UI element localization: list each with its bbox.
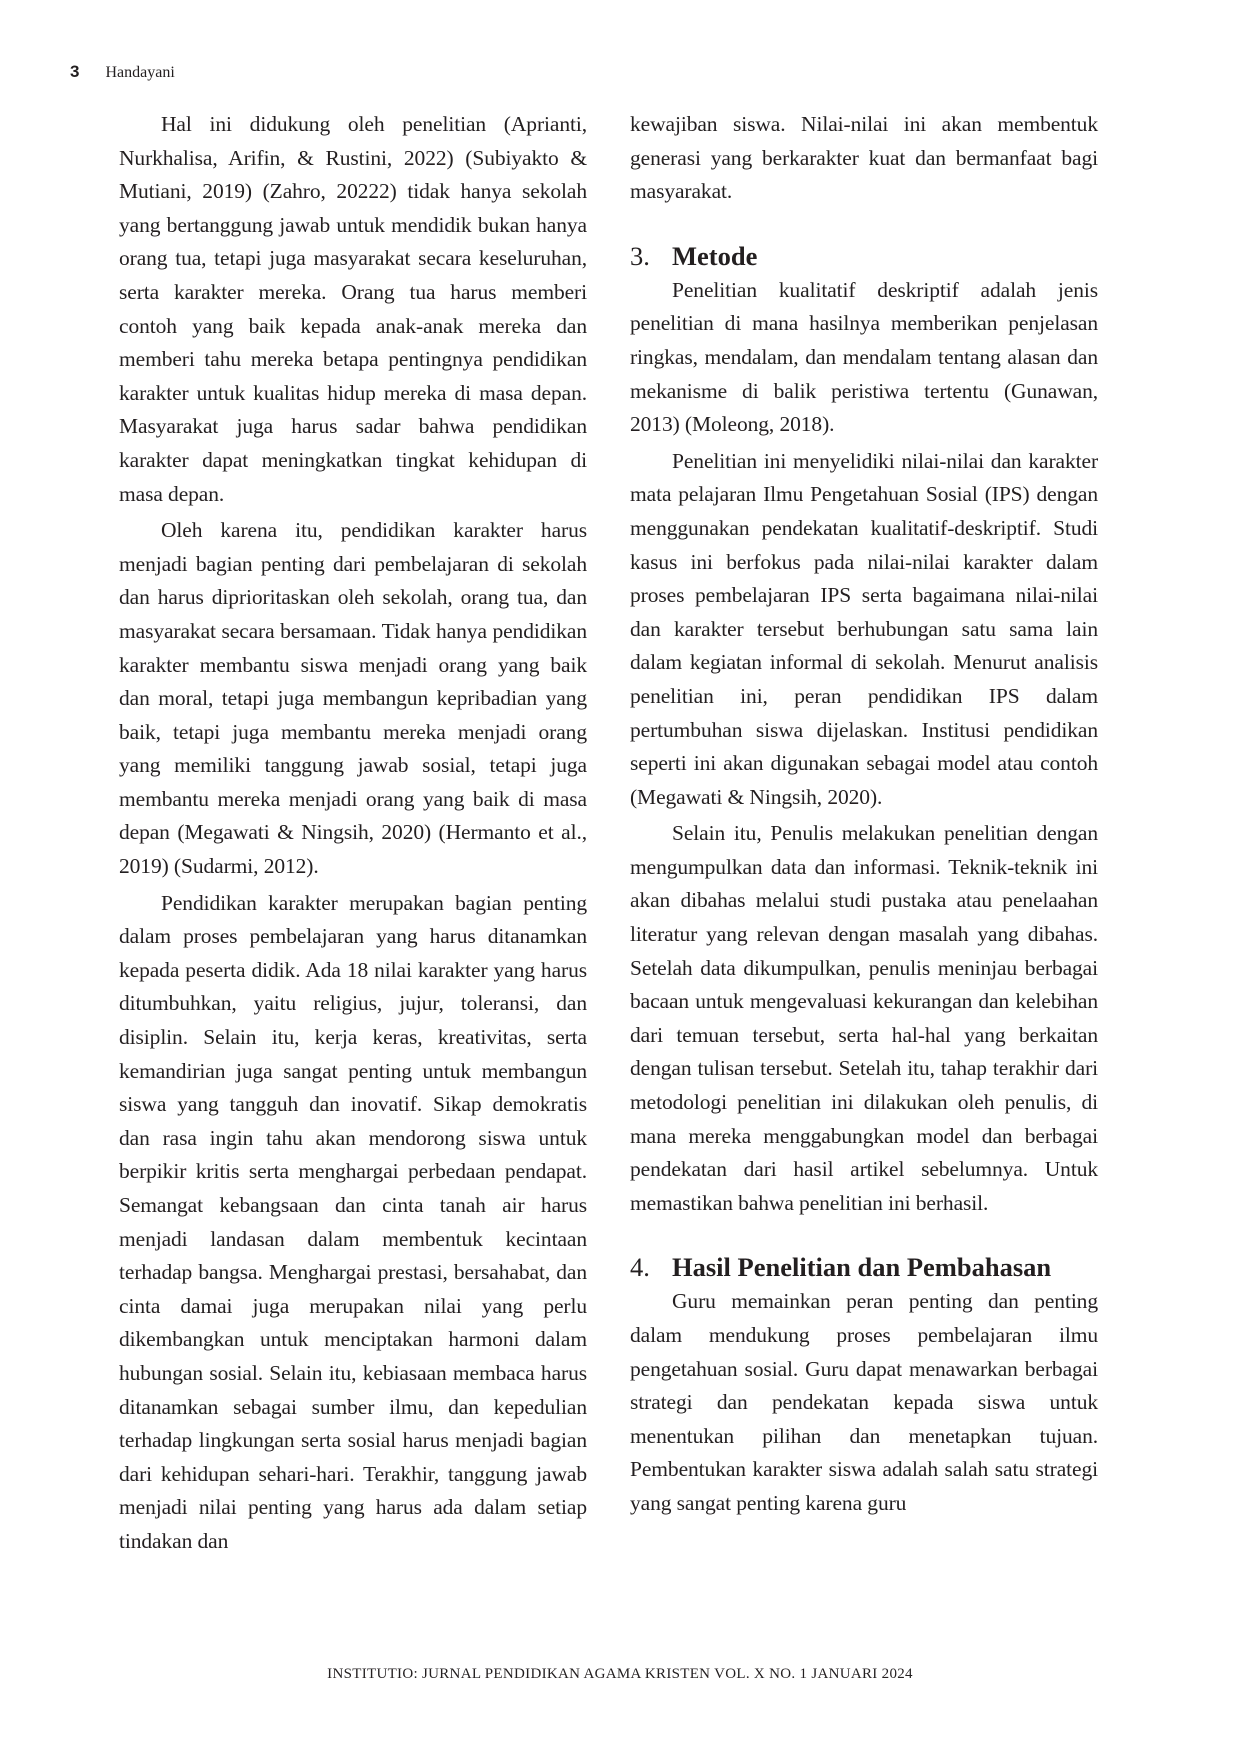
section-number: 3. — [630, 240, 650, 271]
section-title: Metode — [672, 240, 758, 271]
body-paragraph: Guru memainkan peran penting dan penting dalam mendukung proses pembelajaran ilmu pengetahuan sosial. Guru dapat menawarkan berbagai strategi dan pendekatan kepada siswa untuk menentukan pilihan dan menetapkan tujuan. Pembentukan karakter siswa adalah salah satu strategi yang sangat penting karena guru — [630, 1289, 1098, 1515]
section-number: 4. — [630, 1252, 650, 1283]
left-column — [119, 108, 587, 1559]
body-paragraph: Penelitian kualitatif deskriptif adalah jenis penelitian di mana hasilnya memberikan penjelasan ringkas, mendalam, dan mendalam tentang alasan dan mekanisme di balik peristiwa tertentu (Gunawan, 2013) (Moleong, 2018). — [630, 277, 1098, 437]
running-head — [70, 62, 175, 86]
right-column — [630, 108, 1098, 1521]
body-paragraph: Hal ini didukung oleh penelitian (Aprianti, Nurkhalisa, Arifin, & Rustini, 2022) (Subiyakto & Mutiani, 2019) (Zahro, 20222) tidak hanya sekolah yang bertanggung jawab untuk mendidik bukan hanya orang tua, tetapi juga masyarakat secara keseluruhan, serta karakter mereka. Orang tua harus memberi contoh yang baik kepada anak-anak mereka dan memberi tahu mereka betapa pentingnya pendidikan karakter untuk kualitas hidup mereka di masa depan. Masyarakat juga harus sadar bahwa pendidikan karakter dapat meningkatkan tingkat kehidupan di masa depan. — [119, 112, 587, 506]
body-paragraph: Oleh karena itu, pendidikan karakter harus menjadi bagian penting dari pembelajaran di sekolah dan harus diprioritaskan oleh sekolah, orang tua, dan masyarakat secara bersamaan. Tidak hanya pendidikan karakter membantu siswa menjadi orang yang baik dan moral, tetapi juga membangun kepribadian yang baik, tetapi juga membantu mereka menjadi orang yang memiliki tanggung jawab sosial, tetapi juga membantu mereka menjadi orang yang baik di masa depan (Megawati & Ningsih, 2020) (Hermanto et al., 2019) (Sudarmi, 2012). — [119, 518, 587, 879]
continued-paragraph: kewajiban siswa. Nilai-nilai ini akan membentuk generasi yang berkarakter kuat dan bermanfaat bagi masyarakat. — [630, 112, 1098, 204]
running-head-author: Handayani — [105, 64, 175, 81]
body-paragraph: Penelitian ini menyelidiki nilai-nilai dan karakter mata pelajaran Ilmu Pengetahuan Sosial (IPS) dengan menggunakan pendekatan kualitatif-deskriptif. Studi kasus ini berfokus pada nilai-nilai karakter dalam proses pembelajaran IPS serta bagaimana nilai-nilai dan karakter tersebut berhubungan satu sama lain dalam kegiatan informal di sekolah. Menurut analisis penelitian ini, peran pendidikan IPS dalam pertumbuhan siswa dijelaskan. Institusi pendidikan seperti ini akan digunakan sebagai model atau contoh (Megawati & Ningsih, 2020). — [630, 448, 1098, 809]
section-title: Hasil Penelitian dan Pembahasan — [672, 1252, 1052, 1283]
page-number: 3 — [70, 62, 80, 81]
journal-footer: INSTITUTIO: JURNAL PENDIDIKAN AGAMA KRISTEN VOL. X NO. 1 JANUARI 2024 — [327, 1666, 913, 1682]
section-heading-hasil — [630, 1250, 1098, 1284]
body-paragraph: Pendidikan karakter merupakan bagian penting dalam proses pembelajaran yang harus ditanamkan kepada peserta didik. Ada 18 nilai karakter yang harus ditumbuhkan, yaitu religius, jujur, toleransi, dan disiplin. Selain itu, kerja keras, kreativitas, serta kemandirian juga sangat penting untuk membangun siswa yang tangguh dan inovatif. Sikap demokratis dan rasa ingin tahu akan mendorong siswa untuk berpikir kritis serta menghargai perbedaan pendapat. Semangat kebangsaan dan cinta tanah air harus menjadi landasan dalam membentuk kecintaan terhadap bangsa. Menghargai prestasi, bersahabat, dan cinta damai juga merupakan nilai yang perlu dikembangkan untuk menciptakan harmoni dalam hubungan sosial. Selain itu, kebiasaan membaca harus ditanamkan sebagai sumber ilmu, dan kepedulian terhadap lingkungan serta sosial harus menjadi bagian dari kehidupan sehari-hari. Terakhir, tanggung jawab menjadi nilai penting yang harus ada dalam setiap tindakan dan — [119, 890, 587, 1553]
body-paragraph: Selain itu, Penulis melakukan penelitian dengan mengumpulkan data dan informasi. Teknik-teknik ini akan dibahas melalui studi pustaka atau penelaahan literatur yang relevan dengan masalah yang dibahas. Setelah data dikumpulkan, penulis meninjau berbagai bacaan untuk mengevaluasi kekurangan dan kelebihan dari temuan tersebut, serta hal-hal yang berkaitan dengan tulisan tersebut. Setelah itu, tahap terakhir dari metodologi penelitian ini dilakukan oleh penulis, di mana mereka menggabungkan model dan berbagai pendekatan dari hasil artikel sebelumnya. Untuk memastikan bahwa penelitian ini berhasil. — [630, 821, 1098, 1215]
section-heading-metode — [630, 239, 1098, 273]
